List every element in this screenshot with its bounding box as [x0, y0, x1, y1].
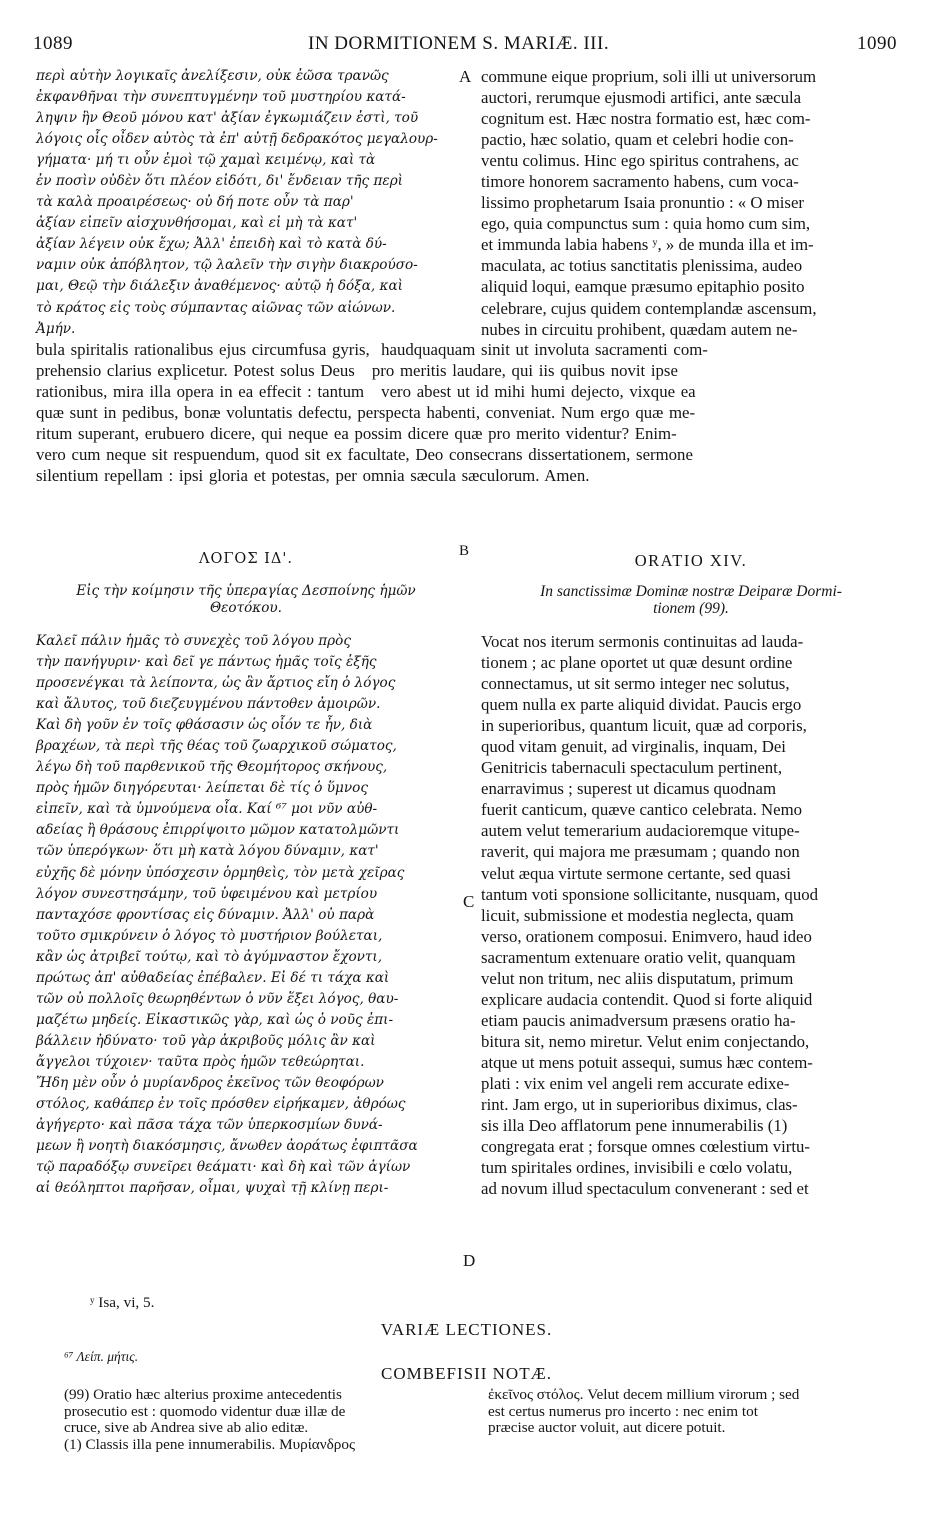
- margin-letter-b: B: [459, 543, 470, 559]
- greek-heading: ΛΟΓΟΣ ΙΔ'.: [199, 551, 293, 567]
- combefisii-notae-heading: COMBEFISII NOTÆ.: [381, 1364, 552, 1383]
- page-number-right: 1090: [857, 33, 897, 54]
- top-latin-column: commune eique proprium, soli illi ut universorum auctori, rerumque ejusmodi artifici, ante sæcula cognitum est. Hæc nostra formatio est, hæc com- pactio, hæc solatio, quam et celebri hodie con- ventu colimus. Hinc ego spiritus contrahens, ac timore honorem sacramento habens, cum voca- lissimo prophetarum Isaia pronuntio : « O miser ego, quia compunctus sum : quia homo cum sim, et immunda labia habens ʸ, » de munda illa et im- maculata, ac totius sanctitatis plenissima, audeo aliquid loqui, eamque præsumo epitaphio posito celebrare, cujus quidem contemplandæ ascensum, nubes in circuitu prohibent, quædam autem ne-: [481, 67, 817, 339]
- latin-subtitle: In sanctissimæ Dominæ nostræ Deiparæ Dormi- tionem (99).: [540, 583, 842, 617]
- margin-letter-d: D: [463, 1251, 476, 1270]
- greek-body-column: Καλεῖ πάλιν ἡμᾶς τὸ συνεχὲς τοῦ λόγου πρὸς τὴν πανήγυριν· καὶ δεῖ γε πάντως ἡμᾶς τοῖς ἑξῆς προσενέγκαι τὰ λείποντα, ὡς ἂν ἄρτιος εἴη ὁ λόγος καὶ ἄλυτος, τοῦ διεζευγμένου πάντοθεν ἀμοιρῶν. Καὶ δὴ γοῦν ἐν τοῖς φθάσασιν ὡς οἷόν τε ἦν, διὰ βραχέων, τὰ περὶ τῆς θέας τοῦ ζωαρχικοῦ σώματος, λέγω δὴ τοῦ παρθενικοῦ τῆς Θεομήτορος σκήνους, πρὸς ἡμῶν διηγόρευται· λείπεται δὲ τίς ὁ ὕμνος εἰπεῖν, καὶ τὰ ὑμνούμενα οἷα. Καί ⁶⁷ μοι νῦν αὐθ- αδείας ἢ θράσους ἐπιρρίψοιτο μῶμον κατατολμῶντι τῶν ὑπερόγκων· ὅτι μὴ κατὰ λόγου δύναμιν, κατ' εὐχῆς δὲ μόνην ὑπόσχεσιν ὁρμηθεὶς, τὸν μετὰ χεῖρας λόγον συνεστησάμην, τοῦ ὑφειμένου καὶ μετρίου πανταχόσε φροντίσας εἰς δύναμιν. Ἀλλ' οὐ παρὰ τοῦτο σμικρύνειν ὁ λόγος τὸ μυστήριον βούλεται, κἂν ὡς ἀτριβεῖ τούτῳ, καὶ τὸ ἀγύμναστον ἔχοντι, πρώτως ἀπ' αὐθαδείας ἐπέβαλεν. Εἰ δέ τι τάχα καὶ τῶν οὐ πολλοῖς θεωρηθέντων ὁ νῦν ἕξει λόγος, θαυ- μαζέτω μηδείς. Εἰκαστικῶς γὰρ, καὶ ὡς ὁ νοῦς ἐπι- βάλλειν ἠδύνατο· τοῦ γὰρ ἀκριβοῦς μόλις ἂν καὶ ἄγγελοι τύχοιεν· ταῦτα πρὸς ἡμῶν τεθεώρηται. Ἤδη μὲν οὖν ὁ μυρίανδρος ἐκεῖνος τῶν θεοφόρων στόλος, καθάπερ ἐν τοῖς πρόσθεν εἰρήκαμεν, ἀθρόως ἀγήγερτο· καὶ πᾶσα τάχα τῶν ὑπερκοσμίων δυνά- μεων ἢ νοητὴ διακόσμησις, ἄνωθεν ἀοράτως ἐφιπτᾶσα τῷ παραδόξῳ συνεῖρει θεάματι· καὶ δὴ καὶ τῶν ἁγίων αἱ θεόληπτοι παρῆσαν, οἶμαι, ψυχαὶ τῇ κλίνῃ περι-: [36, 633, 418, 1197]
- variant-reading-note: ⁶⁷ Λείπ. μήτις.: [64, 1349, 139, 1364]
- greek-subtitle: Εἰς τὴν κοίμησιν τῆς ὑπεραγίας Δεσποίνης ἡμῶν Θεοτόκου.: [76, 583, 416, 616]
- top-greek-column: περὶ αὐτὴν λογικαῖς ἀνελίξεσιν, οὐκ ἐῶσα τρανῶς ἐκφανθῆναι τὴν συνεπτυγμένην τοῦ μυστηρίου κατά- ληψιν ἣν Θεοῦ μόνου κατ' ἀξίαν ἐγκωμιάζειν ἐστὶ, τοῦ λόγοις οἷς οἶδεν αὐτὸς τὰ ἐπ' αὐτῇ δεδρακότος μεγαλουρ- γήματα· μή τι οὖν ἐμοὶ τῷ χαμαὶ κειμένῳ, καὶ τὰ ἐν ποσὶν οὐδὲν ὅτι πλέον εἰδότι, δι' ἔνδειαν τῆς περὶ τὰ καλὰ προαιρέσεως· οὐ δή ποτε οὖν τὰ παρ' ἀξίαν εἰπεῖν αἰσχυνθήσομαι, καὶ εἰ μὴ τὰ κατ' ἀξίαν λέγειν οὐκ ἔχω; Ἀλλ' ἐπειδὴ καὶ τὸ κατὰ δύ- ναμιν οὐκ ἀπόβλητον, τῷ λαλεῖν τὴν σιγὴν διακρούσο- μαι, Θεῷ τὴν διάλεξιν ἀναθέμενος· αὐτῷ ἡ δόξα, καὶ τὸ κράτος εἰς τοὺς σύμπαντας αἰῶνας τῶν αἰώνων. Ἀμήν.: [36, 68, 438, 337]
- latin-body-column: Vocat nos iterum sermonis continuitas ad lauda- tionem ; ac plane oportet ut quæ desunt ordine connectamus, ut sit sermo integer nec solutus, quem nulla ex parte aliquid dividat. Paucis ergo in superioribus, quantum licuit, quæ ad corporis, quod vitam genuit, ad virginalis, inquam, Dei Genitricis tabernaculi spectaculum pertinent, enarravimus ; superest ut dicamus quodnam fuerit canticum, quæve cantico celebrata. Nemo autem velut temerarium audacioremque vitupe- raverit, qui majora me præsumam ; quando non velut æqua virtute sermone certante, sed quasi tantum voti sponsione sollicitante, nusquam, quod licuit, submissione et modestia neglecta, quam verso, orationem composui. Enimvero, haud ideo sacramentum extenuare oratio velit, quanquam velut non tritum, nec aliis disputatum, primum explicare audacia contendit. Quod si forte aliquid etiam paucis animadversum præsens oratio ha- bitura sit, nemo miretur. Velut enim conjectando, atque ut mens potuit assequi, sumus hæc contem- plati : vix enim vel angeli rem accurate edixe- rint. Jam ergo, ut in superioribus diximus, clas- sis illa Deo afflatorum pene innumerabilis (1) congregata erat ; forsque omnes cœlestium virtu- tum spiritales ordines, invisibili e cœlo volatu, ad novum illud spectaculum convenerant : sed et: [481, 632, 818, 1199]
- margin-letter-c: C: [463, 892, 475, 911]
- page-number-left: 1089: [33, 33, 73, 54]
- running-title: IN DORMITIONEM S. MARIÆ. III.: [308, 33, 610, 54]
- scripture-footnote: ʸ Isa, vi, 5.: [90, 1294, 155, 1311]
- notes-left-column: (99) Oratio hæc alterius proxime antecedentis prosecutio est : quomodo videntur duæ illæ de cruce, sive ab Andrea sive ab alio editæ. (1) Classis illa pene innumerabilis. Μυρίανδρος: [64, 1386, 355, 1453]
- notes-right-column: ἐκεῖνος στόλος. Velut decem millium virorum ; sed est certus numerus pro incerto : nec enim tot præcise auctor voluit, aut dicere potuit.: [488, 1386, 800, 1437]
- variae-lectiones-heading: VARIÆ LECTIONES.: [380, 1320, 553, 1339]
- margin-letter-a: A: [459, 67, 472, 86]
- running-header: [0, 33, 933, 61]
- top-latin-fullwidth: bula spiritalis rationalibus ejus circumfusa gyris, haudquaquam sinit ut involuta sacramenti com- prehensio clarius explicetur. Potest solus Deus pro meritis laudare, qui iis quibus novit ipse rationibus, mira illa opera in ea effecit : tantum vero abest ut id mihi humi dejecto, vixque ea quæ sunt in pedibus, bonæ voluntatis defectu, perspecta habenti, conveniat. Num ergo quæ me- ritum superant, erubuero dicere, qui neque ea possim dicere quæ pro merito videntur? Enim- vero cum neque sit respuendum, quod sit ex facultate, Deo consecrans dissertationem, sermone silentium repellam : ipsi gloria et potestas, per omnia sæcula sæculorum. Amen.: [36, 340, 708, 486]
- latin-heading: ORATIO XIV.: [634, 551, 748, 570]
